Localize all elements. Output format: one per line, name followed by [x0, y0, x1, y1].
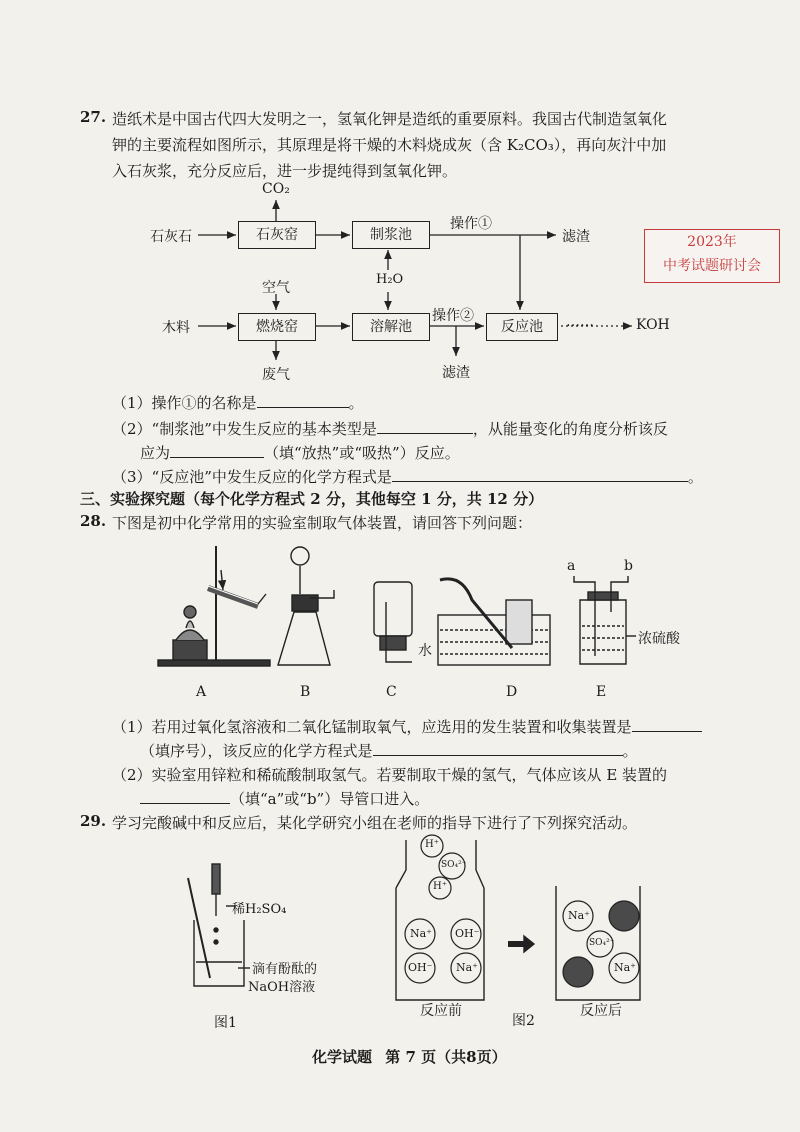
h2o-label: H₂O: [376, 272, 404, 287]
solution-label: 滴有酚酞的: [252, 962, 318, 977]
question-text: 学习完酸碱中和反应后，某化学研究小组在老师的指导下进行了下列探究活动。: [112, 814, 638, 832]
question-number: 27.: [80, 108, 107, 126]
subquestion-text: 应为: [140, 444, 171, 462]
footer: [312, 1046, 507, 1067]
subquestion-text: （填“a”或“b”）导管口进入。: [230, 790, 430, 808]
subquestion-text: ，从能量变化的角度分析该反: [472, 420, 668, 438]
dissolve-pool-box: 溶解池: [352, 313, 430, 341]
subquestion-text: （2）“制浆池”中发生反应的基本类型是: [112, 420, 377, 438]
ellipsis: ……: [566, 314, 594, 330]
exhaust-label: 废气: [262, 367, 290, 383]
apparatus-label: A: [196, 684, 207, 700]
ion-label: OH⁻: [408, 961, 433, 974]
ion-label: H⁺: [425, 839, 439, 850]
conc-acid-label: 浓硫酸: [638, 631, 680, 647]
water-label: 水: [418, 643, 432, 659]
subquestion-text: （填“放热”或“吸热”）反应。: [264, 444, 460, 462]
question-text: 造纸术是中国古代四大发明之一，氢氧化钾是造纸的重要原料。我国古代制造氢氧化: [112, 110, 668, 128]
question-number: 28.: [80, 512, 107, 530]
figure-caption: 图2: [512, 1013, 535, 1029]
beaker: [194, 920, 244, 986]
solution-label: NaOH溶液: [248, 980, 316, 995]
question-text: 下图是初中化学常用的实验室制取气体装置，请回答下列问题：: [112, 514, 533, 532]
air-label: 空气: [262, 280, 290, 296]
ion-label: H⁺: [433, 881, 447, 892]
water-molecule: [563, 957, 593, 987]
period: 。: [622, 742, 638, 760]
apparatus-label: C: [386, 684, 397, 700]
acid-label: 稀H₂SO₄: [232, 902, 287, 917]
kiln-box: 石灰窑: [238, 221, 316, 249]
residue2-label: 滤渣: [442, 365, 470, 381]
before-caption: 反应前: [420, 1003, 462, 1019]
figure-caption: 图1: [214, 1015, 237, 1031]
furnace-box: 燃烧窑: [238, 313, 316, 341]
wood-label: 木料: [162, 320, 190, 336]
subquestion-text: （1）若用过氧化氢溶液和二氧化锰制取氧气，应选用的发生装置和收集装置是: [112, 718, 632, 736]
footer-subject: 化学试题: [312, 1048, 373, 1066]
footer-page: 第 7 页（共8页）: [385, 1048, 507, 1066]
slurry-pool-box: 制浆池: [352, 221, 430, 249]
residue1-label: 滤渣: [562, 229, 590, 245]
ion-label: SO₄²⁻: [441, 860, 467, 870]
apparatus-label: E: [596, 684, 607, 700]
koh-label: KOH: [636, 317, 670, 333]
apparatus-label: D: [506, 684, 518, 700]
question-text: 入石灰浆，充分反应后，进一步提纯得到氢氧化钾。: [112, 162, 458, 180]
question-number: 29.: [80, 812, 107, 830]
op2-label: 操作②: [432, 308, 474, 324]
section-heading: 三、实验探究题（每个化学方程式 2 分，其他每空 1 分，共 12 分）: [80, 490, 544, 508]
co2-label: CO₂: [262, 181, 290, 197]
op1-label: 操作①: [450, 216, 492, 232]
ion-label: Na⁺: [568, 909, 590, 922]
period: 。: [687, 468, 703, 486]
port-b-label: b: [624, 558, 633, 574]
period: 。: [348, 394, 364, 412]
ion-label: Na⁺: [614, 961, 636, 974]
stamp-line: 中考试题研讨会: [663, 258, 761, 274]
ion-label: Na⁺: [410, 927, 432, 940]
limestone-label: 石灰石: [150, 229, 192, 245]
ion-label: SO₄²⁻: [589, 938, 615, 948]
apparatus-label: B: [300, 684, 311, 700]
question-text: 钾的主要流程如图所示，其原理是将干燥的木料烧成灰（含 K₂CO₃），再向灰汁中加: [112, 136, 667, 154]
subquestion-text: （3）“反应池”中发生反应的化学方程式是: [112, 468, 392, 486]
after-caption: 反应后: [580, 1003, 622, 1019]
reaction-pool-box: 反应池: [486, 313, 558, 341]
subquestion-text: （填序号），该反应的化学方程式是: [140, 742, 373, 760]
ion-label: Na⁺: [456, 961, 478, 974]
ion-label: OH⁻: [455, 927, 480, 940]
subquestion-text: （1）操作①的名称是: [112, 394, 257, 412]
stamp-line: 2023年: [687, 234, 737, 250]
water-molecule: [609, 901, 639, 931]
port-a-label: a: [567, 558, 576, 574]
subquestion: （2）实验室用锌粒和稀硫酸制取氢气。若要制取干燥的氢气，气体应该从 E 装置的: [112, 766, 668, 784]
